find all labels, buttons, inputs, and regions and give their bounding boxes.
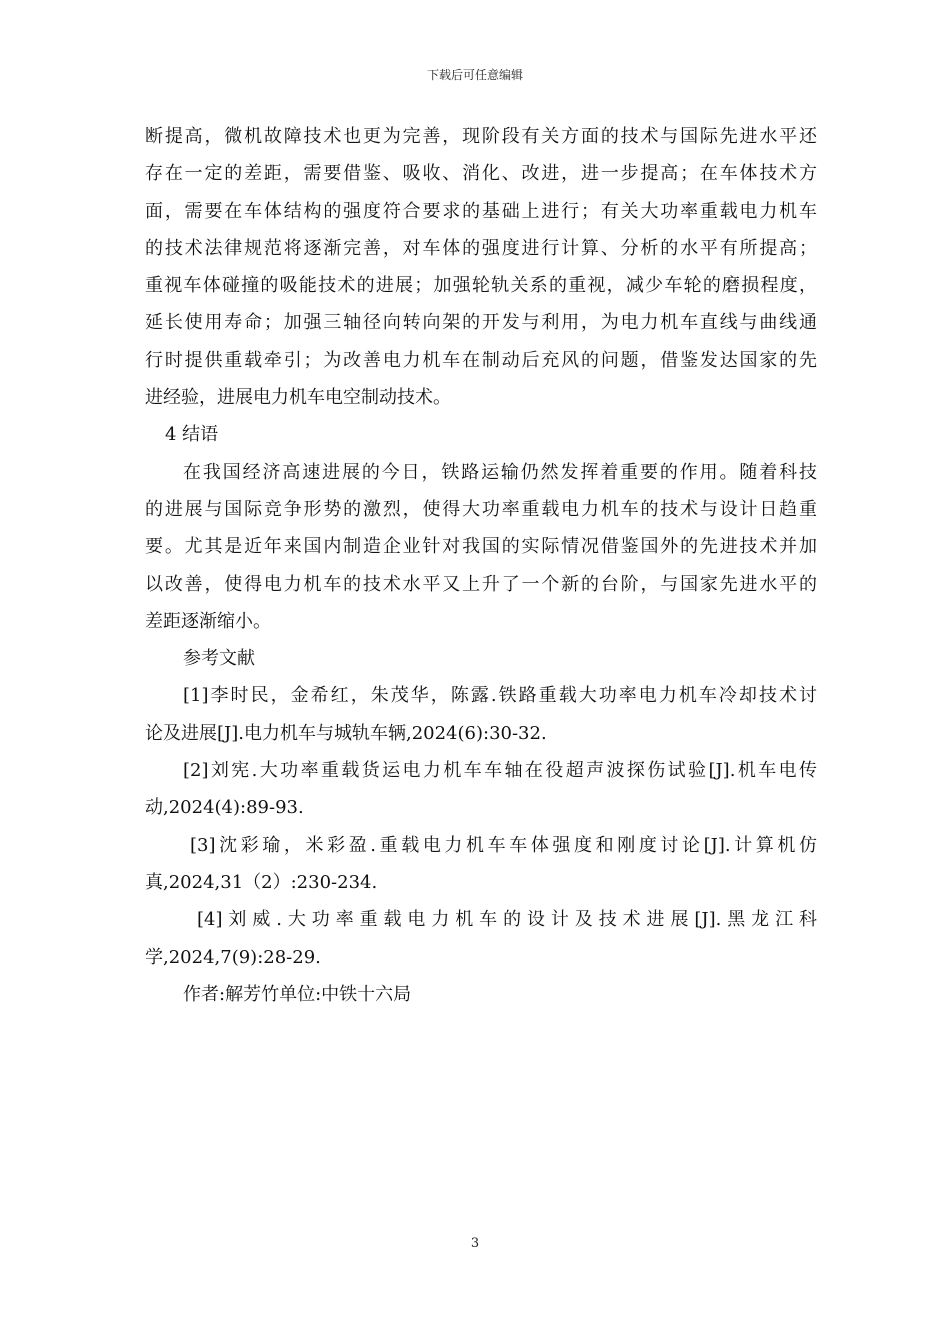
- text-line: 存在一定的差距，需要借鉴、吸收、消化、改进，进一步提高；在车体技术方: [145, 163, 817, 185]
- reference-line: [4]刘威.大功率重载电力机车的设计及技术进展[J].黑龙江科: [197, 909, 817, 931]
- references-heading: 参考文献: [183, 648, 255, 670]
- text-line: 重视车体碰撞的吸能技术的进展；加强轮轨关系的重视，减少车轮的磨损程度，: [145, 275, 817, 297]
- reference-line: 论及进展[J].电力机车与城轨车辆,2024(6):30-32.: [145, 722, 547, 744]
- document-body: [145, 118, 817, 1013]
- text-line: 断提高，微机故障技术也更为完善，现阶段有关方面的技术与国际先进水平还: [145, 126, 817, 147]
- page-header-note: 下载后可任意编辑: [426, 68, 523, 82]
- reference-line: [3]沈彩瑜，米彩盈.重载电力机车车体强度和刚度讨论[J].计算机仿: [190, 834, 817, 856]
- reference-line: [2]刘宪.大功率重载货运电力机车车轴在役超声波探伤试验[J].机车电传: [183, 760, 817, 782]
- author-line: 作者:解芳竹单位:中铁十六局: [183, 983, 412, 1005]
- reference-line: 真,2024,31（2）:230-234.: [145, 871, 378, 893]
- reference-line: [1]李时民，金希红，朱茂华，陈露.铁路重载大功率电力机车冷却技术讨: [183, 685, 817, 707]
- text-line: 进经验，进展电力机车电空制动技术。: [145, 387, 451, 409]
- reference-line: 学,2024,7(9):28-29.: [145, 946, 321, 968]
- page-number: 3: [470, 1236, 480, 1251]
- text-line: 要。尤其是近年来国内制造企业针对我国的实际情况借鉴国外的先进技术并加: [145, 536, 817, 558]
- text-line: 延长使用寿命；加强三轴径向转向架的开发与利用，为电力机车直线与曲线通: [145, 312, 817, 334]
- text-line: 的技术法律规范将逐渐完善，对车体的强度进行计算、分析的水平有所提高；: [145, 237, 817, 259]
- reference-line: 动,2024(4):89-93.: [145, 797, 304, 819]
- text-line: 行时提供重载牵引；为改善电力机车在制动后充风的问题，借鉴发达国家的先: [145, 349, 817, 371]
- text-line: 的进展与国际竞争形势的激烈，使得大功率重载电力机车的技术与设计日趋重: [145, 498, 817, 520]
- text-line: 面，需要在车体结构的强度符合要求的基础上进行；有关大功率重载电力机车: [145, 200, 817, 222]
- section-heading: 4 结语: [165, 424, 219, 446]
- text-line: 以改善，使得电力机车的技术水平又上升了一个新的台阶，与国家先进水平的: [145, 573, 817, 595]
- text-line: 在我国经济高速进展的今日，铁路运输仍然发挥着重要的作用。随着科技: [183, 461, 817, 483]
- text-line: 差距逐渐缩小。: [145, 610, 271, 632]
